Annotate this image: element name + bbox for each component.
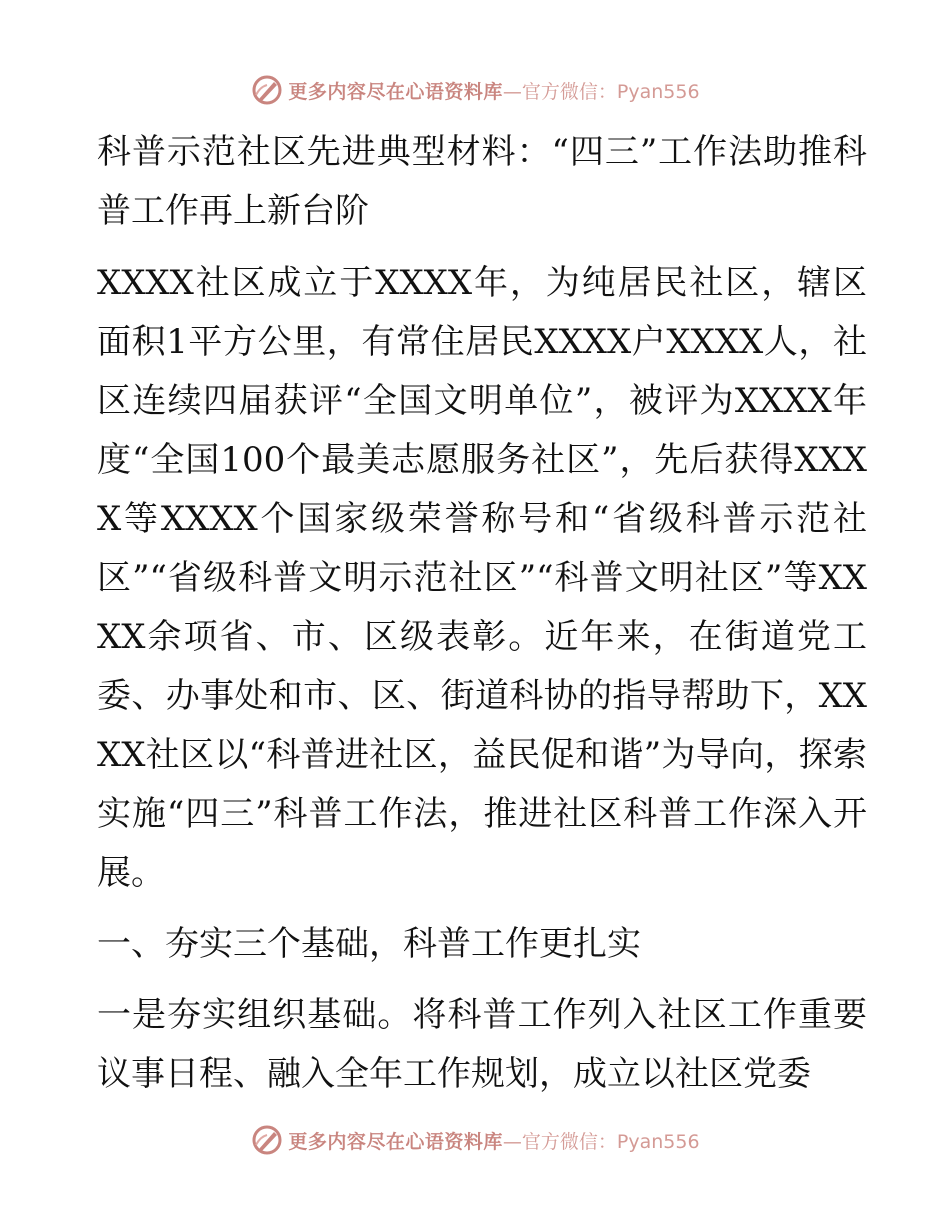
watermark-wechat-text: —官方微信：Pyan556 (502, 1130, 700, 1153)
intro-paragraph: XXXX社区成立于XXXX年，为纯居民社区，辖区面积1平方公里，有常住居民XXXX户XXXX人，社区连续四届获评“全国文明单位”，被评为XXXX年度“全国100个最美志愿服务社区”，先后获得XXXX等XXXX个国家级荣誉称号和“省级科普示范社区”“省级科普文明示范社区”“科普文明社区”等XXXX余项省、市、区级表彰。近年来，在街道党工委、办事处和市、区、街道科协的指导帮助下，XXXX社区以“科普进社区，益民促和谐”为导向，探索实施“四三”科普工作法，推进社区科普工作深入开展。 (97, 263, 867, 893)
section-paragraph: 一是夯实组织基础。将科普工作列入社区工作重要议事日程、融入全年工作规划，成立以社区党委 (97, 995, 867, 1094)
footer-watermark (0, 1120, 950, 1160)
flame-pen-logo-icon (250, 73, 284, 107)
document-title: 科普示范社区先进典型材料：“四三”工作法助推科普工作再上新台阶 (97, 132, 867, 231)
header-watermark (0, 70, 950, 110)
flame-pen-logo-icon (250, 1123, 284, 1157)
watermark-main-text: 更多内容尽在心语资料库 (288, 80, 503, 103)
document-body (97, 123, 867, 1104)
watermark-wechat-text: —官方微信：Pyan556 (502, 80, 700, 103)
section-heading: 一、夯实三个基础，科普工作更扎实 (97, 924, 641, 964)
watermark-main-text: 更多内容尽在心语资料库 (288, 1130, 503, 1153)
